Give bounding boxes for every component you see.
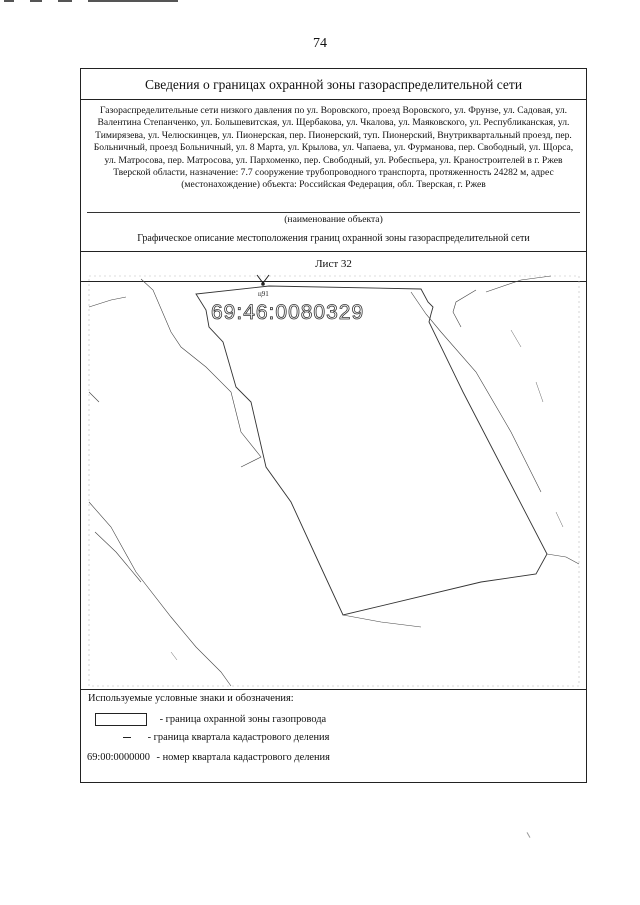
object-caption-area	[81, 100, 586, 226]
boundary-fragments	[171, 330, 563, 660]
legend-code-sample: 69:00:0000000	[87, 752, 150, 763]
document-frame	[80, 68, 587, 783]
legend-section	[81, 690, 586, 782]
object-description: Газораспределительные сети низкого давления по ул. Воровского, проезд Воровского, ул. Фрунзе, ул. Садовая, ул. Валентина Степанченко, ул. Большевитская, ул. Щербакова, ул. Чкалова, ул. Маяковского, ул. Республиканская, ул. Тимирязева, ул. Челюскинцев, ул. Пионерская, пер. Пионерский, туп. Пионерский, Внутриквартальный проезд, пер. Больничный, проезд Больничный, ул. 8 Марта, ул. Крылова, ул. Чапаева, ул. Фурманова, пер. Свободный, ул. Щорса, ул. Матросова, пер. Матросова, ул. Пархоменко, пер. Свободный, ул. Робеспьера, ул. Краностроителей в г. Ржев Тверской области, назначение: 7.7 сооружение трубопроводного транспорта, протяженность 24282 м, адрес (местонахождение) объекта: Российская Федерация, обл. Тверская, г. Ржев	[93, 105, 574, 191]
object-caption: (наименование объекта)	[284, 214, 383, 225]
legend-item-quarter-text: - граница квартала кадастрового деления	[147, 732, 330, 743]
map-inner-border	[89, 276, 579, 686]
legend-item-zone-text: - граница охранной зоны газопровода	[159, 713, 327, 725]
scan-top-marks	[0, 0, 640, 4]
legend-title: Используемые условные знаки и обозначения:	[88, 693, 294, 704]
scan-artifact	[527, 832, 531, 838]
section-title: Сведения о границах охранной зоны газораспределительной сети	[81, 69, 586, 100]
graphic-description-title: Графическое описание местоположения границ охранной зоны газораспределительной сети	[81, 226, 586, 252]
page-number: 74	[313, 36, 327, 51]
zone-boundary-swatch	[95, 713, 147, 726]
cadastral-number: 69:46:0080329	[211, 301, 365, 324]
legend-item-zone	[95, 713, 326, 726]
protection-zone-boundary	[196, 286, 547, 615]
map-area	[81, 252, 586, 690]
legend-item-number	[87, 752, 330, 763]
sheet-label: Лист 32	[315, 258, 352, 270]
point-label: ц91	[258, 290, 269, 298]
quarter-boundary-swatch	[123, 737, 131, 738]
legend-item-number-text: - номер квартала кадастрового деления	[156, 752, 330, 763]
legend-item-quarter	[95, 732, 329, 743]
cadastral-map	[81, 252, 586, 690]
quarter-boundaries	[89, 276, 579, 686]
